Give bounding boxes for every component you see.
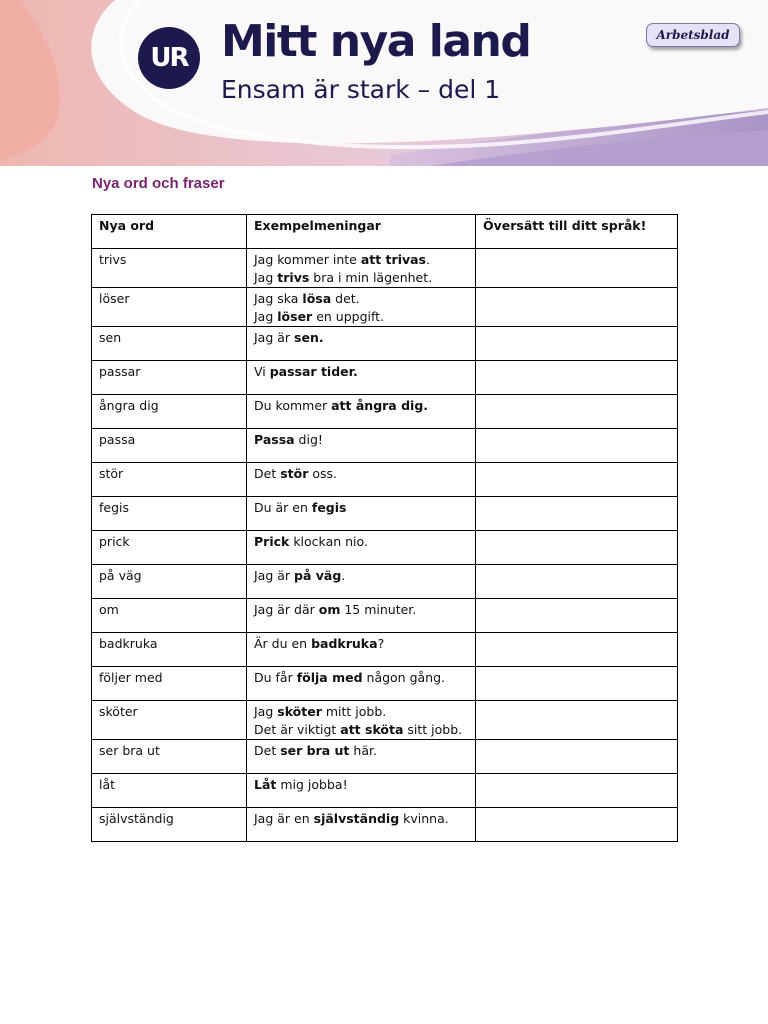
sentence-text: oss. — [308, 466, 337, 481]
table-row — [92, 599, 678, 633]
word-cell: självständig — [92, 808, 247, 842]
sentence-text: bra i min lägenhet. — [309, 270, 433, 285]
example-cell — [247, 774, 476, 808]
table-row — [92, 361, 678, 395]
sentence-text: Du kommer — [254, 398, 332, 413]
table-row — [92, 808, 678, 842]
highlighted-phrase: sköter — [277, 704, 322, 719]
word-cell: badkruka — [92, 633, 247, 667]
sentence-text: Jag kommer inte — [254, 252, 361, 267]
word-cell: passar — [92, 361, 247, 395]
sentence-text: dig! — [294, 432, 323, 447]
worksheet-badge: Arbetsblad — [646, 23, 740, 47]
page-title: Mitt nya land — [221, 16, 531, 67]
translation-cell[interactable] — [476, 395, 678, 429]
translation-cell[interactable] — [476, 249, 678, 288]
highlighted-phrase: att ångra dig. — [331, 398, 429, 413]
table-row — [92, 249, 678, 288]
word-cell: löser — [92, 288, 247, 327]
example-cell — [247, 249, 476, 288]
sentence-text: Jag — [254, 270, 278, 285]
translation-cell[interactable] — [476, 774, 678, 808]
example-sentence — [254, 465, 468, 483]
highlighted-phrase: sen. — [294, 330, 324, 345]
example-sentence — [254, 499, 468, 517]
word-cell: fegis — [92, 497, 247, 531]
example-sentence — [254, 669, 468, 687]
example-sentence — [254, 742, 468, 760]
table-row — [92, 327, 678, 361]
table-row — [92, 667, 678, 701]
sentence-text: Jag är där — [254, 602, 319, 617]
translation-cell[interactable] — [476, 808, 678, 842]
example-cell — [247, 808, 476, 842]
word-cell: ångra dig — [92, 395, 247, 429]
translation-cell[interactable] — [476, 361, 678, 395]
example-sentence — [254, 431, 468, 449]
section-title: Nya ord och fraser — [92, 175, 225, 192]
highlighted-phrase: trivs — [277, 270, 310, 285]
translation-cell[interactable] — [476, 565, 678, 599]
word-cell: sköter — [92, 701, 247, 740]
example-cell — [247, 395, 476, 429]
column-header-words: Nya ord — [92, 215, 247, 249]
sentence-text: Jag är en — [254, 811, 314, 826]
column-header-translation: Översätt till ditt språk! — [476, 215, 678, 249]
example-sentence — [254, 721, 468, 739]
example-cell — [247, 361, 476, 395]
sentence-text: mig jobba! — [276, 777, 348, 792]
word-cell: passa — [92, 429, 247, 463]
sentence-text: Det är viktigt — [254, 722, 341, 737]
translation-cell[interactable] — [476, 531, 678, 565]
highlighted-phrase: stör — [280, 466, 309, 481]
column-header-examples: Exempelmeningar — [247, 215, 476, 249]
highlighted-phrase: Prick — [254, 534, 290, 549]
page-header — [0, 0, 768, 166]
highlighted-phrase: Låt — [254, 777, 277, 792]
table-row — [92, 740, 678, 774]
word-cell: prick — [92, 531, 247, 565]
highlighted-phrase: Passa — [254, 432, 295, 447]
table-row — [92, 531, 678, 565]
table-row — [92, 463, 678, 497]
page-subtitle: Ensam är stark – del 1 — [221, 75, 501, 104]
sentence-text: Det — [254, 466, 281, 481]
word-cell: låt — [92, 774, 247, 808]
highlighted-phrase: fegis — [311, 500, 347, 515]
word-cell: följer med — [92, 667, 247, 701]
table-row — [92, 633, 678, 667]
sentence-text: det. — [331, 291, 360, 306]
word-cell: trivs — [92, 249, 247, 288]
sentence-text: Jag ska — [254, 291, 303, 306]
table-row — [92, 429, 678, 463]
example-sentence — [254, 601, 468, 619]
highlighted-phrase: om — [318, 602, 341, 617]
table-row — [92, 288, 678, 327]
sentence-text: Jag är — [254, 330, 295, 345]
example-sentence — [254, 810, 468, 828]
sentence-text: Jag — [254, 309, 278, 324]
sentence-text: Jag — [254, 704, 278, 719]
sentence-text: ? — [377, 636, 385, 651]
sentence-text: Det — [254, 743, 281, 758]
translation-cell[interactable] — [476, 701, 678, 740]
example-cell — [247, 327, 476, 361]
example-cell — [247, 288, 476, 327]
sentence-text: någon gång. — [362, 670, 446, 685]
example-sentence — [254, 329, 468, 347]
example-sentence — [254, 776, 468, 794]
translation-cell[interactable] — [476, 463, 678, 497]
example-sentence — [254, 290, 468, 308]
example-sentence — [254, 269, 468, 287]
vocabulary-table — [91, 214, 678, 842]
highlighted-phrase: att trivas — [360, 252, 426, 267]
example-sentence — [254, 251, 468, 269]
highlighted-phrase: självständig — [313, 811, 400, 826]
translation-cell[interactable] — [476, 429, 678, 463]
table-row — [92, 395, 678, 429]
sentence-text: här. — [349, 743, 377, 758]
sentence-text: klockan nio. — [289, 534, 368, 549]
highlighted-phrase: passar tider. — [269, 364, 358, 379]
word-cell: ser bra ut — [92, 740, 247, 774]
highlighted-phrase: badkruka — [311, 636, 378, 651]
example-sentence — [254, 567, 468, 585]
example-cell — [247, 599, 476, 633]
example-cell — [247, 565, 476, 599]
sentence-text: . — [341, 568, 346, 583]
sentence-text: mitt jobb. — [321, 704, 387, 719]
translation-cell[interactable] — [476, 599, 678, 633]
table-row — [92, 565, 678, 599]
highlighted-phrase: löser — [277, 309, 313, 324]
example-cell — [247, 633, 476, 667]
sentence-text: 15 minuter. — [340, 602, 417, 617]
word-cell: sen — [92, 327, 247, 361]
sentence-text: kvinna. — [399, 811, 449, 826]
sentence-text: Är du en — [254, 636, 312, 651]
translation-cell[interactable] — [476, 667, 678, 701]
example-sentence — [254, 397, 468, 415]
highlighted-phrase: lösa — [302, 291, 332, 306]
example-sentence — [254, 363, 468, 381]
sentence-text: . — [426, 252, 430, 267]
table-row — [92, 497, 678, 531]
word-cell: stör — [92, 463, 247, 497]
table-body — [92, 249, 678, 842]
sentence-text: Du är en — [254, 500, 312, 515]
example-sentence — [254, 635, 468, 653]
example-cell — [247, 740, 476, 774]
word-cell: om — [92, 599, 247, 633]
table-row — [92, 774, 678, 808]
translation-cell[interactable] — [476, 288, 678, 327]
ur-logo: UR — [138, 27, 200, 89]
example-cell — [247, 497, 476, 531]
word-cell: på väg — [92, 565, 247, 599]
example-cell — [247, 701, 476, 740]
example-sentence — [254, 308, 468, 326]
highlighted-phrase: på väg — [294, 568, 342, 583]
translation-cell[interactable] — [476, 633, 678, 667]
example-cell — [247, 531, 476, 565]
translation-cell[interactable] — [476, 497, 678, 531]
table-row — [92, 701, 678, 740]
translation-cell[interactable] — [476, 740, 678, 774]
sentence-text: Jag är — [254, 568, 295, 583]
sentence-text: Du får — [254, 670, 297, 685]
highlighted-phrase: ser bra ut — [280, 743, 350, 758]
highlighted-phrase: att sköta — [340, 722, 404, 737]
highlighted-phrase: följa med — [296, 670, 363, 685]
example-sentence — [254, 533, 468, 551]
example-cell — [247, 667, 476, 701]
translation-cell[interactable] — [476, 327, 678, 361]
example-sentence — [254, 703, 468, 721]
example-cell — [247, 429, 476, 463]
table-header-row — [92, 215, 678, 249]
sentence-text: sitt jobb. — [403, 722, 463, 737]
sentence-text: en uppgift. — [312, 309, 385, 324]
sentence-text: Vi — [254, 364, 270, 379]
example-cell — [247, 463, 476, 497]
